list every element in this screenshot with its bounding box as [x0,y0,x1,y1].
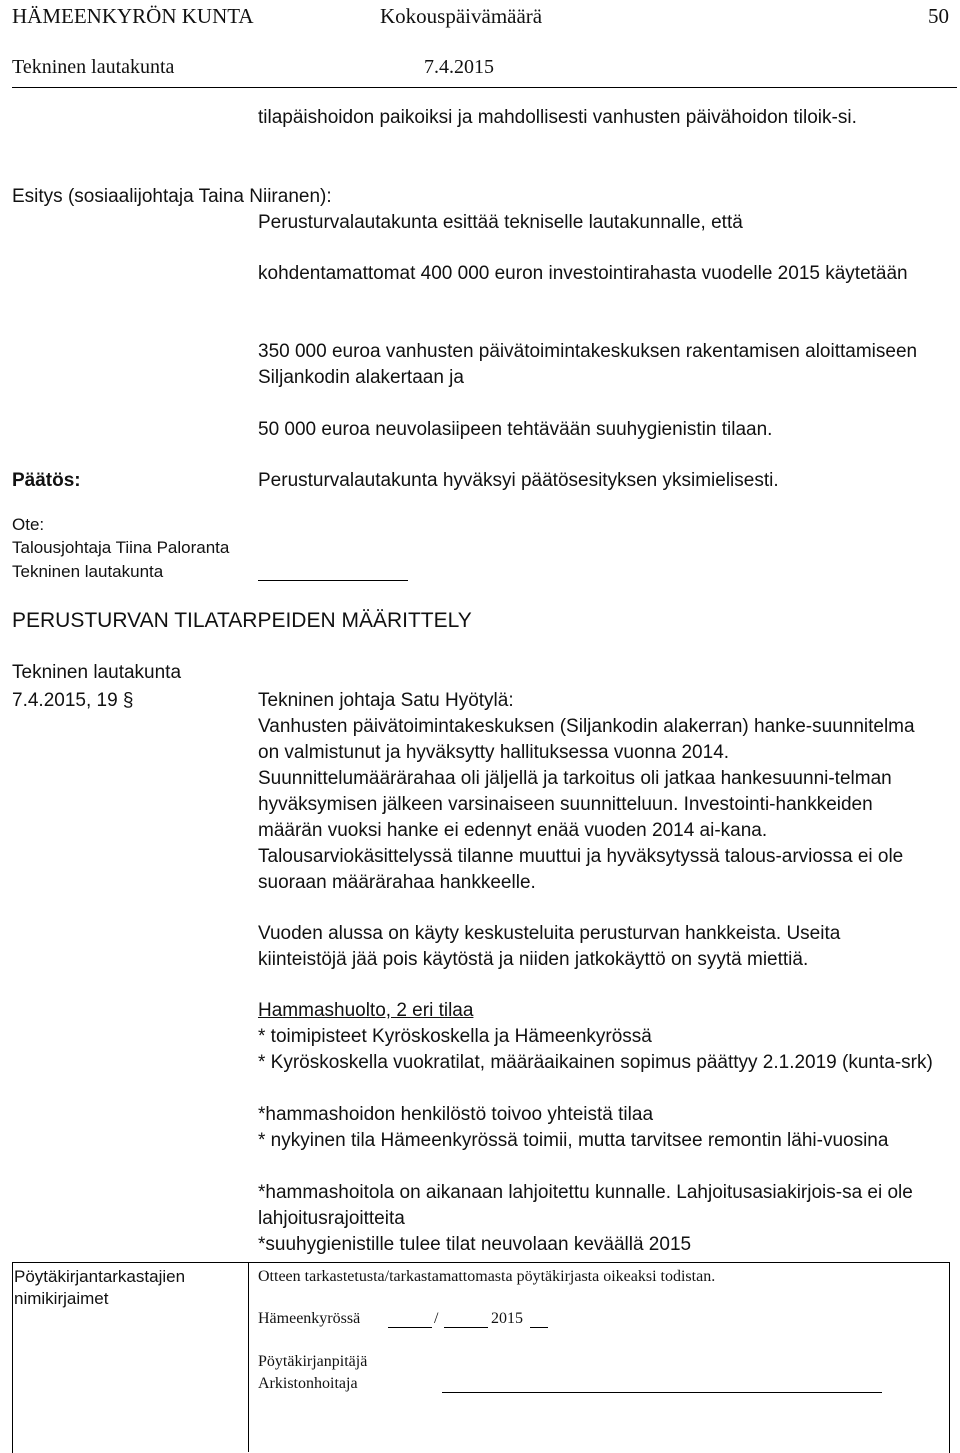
paragraph-2: Vuoden alussa on käyty keskusteluita perusturvan hankkeista. Useita kiinteistöjä jää pois käytöstä ja niiden jatkokäyttö on syytä miettiä. [258,923,841,970]
ote-recipient-2: Tekninen lautakunta [12,562,164,581]
proposal-paragraph-3: 50 000 euroa neuvolasiipeen tehtävään suuhygienistin tilaan. [258,419,773,440]
list-item: *hammashoidon henkilöstö toivoo yhteistä tilaa [258,1104,654,1125]
list-item: * Kyröskoskella vuokratilat, määräaikainen sopimus päättyy 2.1.2019 (kunta-srk) [258,1052,933,1073]
proposal-heading: Esitys (sosiaalijohtaja Taina Niiranen): [12,186,332,207]
section-reference: 7.4.2015, 19 § [12,690,134,711]
document-type: Kokouspäivämäärä [380,4,543,28]
footer-initials-label [14,1266,234,1310]
list-item: * toimipisteet Kyröskoskella ja Hämeenkyrössä [258,1026,652,1047]
dental-subheading: Hammashuolto, 2 eri tilaa [258,1000,474,1021]
year-line [530,1327,548,1328]
header-date: 7.4.2015 [424,56,494,78]
secretary-label: Pöytäkirjanpitäjä [258,1353,368,1370]
decision-text: Perusturvalautakunta hyväksyi päätösesityksen yksimielisesti. [258,470,779,491]
place-label: Hämeenkyrössä [258,1310,361,1327]
decision-label: Päätös: [12,470,81,491]
date-slash: / [434,1310,439,1327]
ote-underline [258,580,408,581]
day-line [388,1327,432,1328]
proposal-intro: Perusturvalautakunta esittää tekniselle lautakunnalle, että [258,212,743,233]
presenter: Tekninen johtaja Satu Hyötylä: [258,690,514,711]
section-committee: Tekninen lautakunta [12,662,182,683]
paragraph-1: Vanhusten päivätoimintakeskuksen (Siljankodin alakerran) hanke-suunnitelma on valmistunut ja hyväksytty hallituksessa vuonna 2014. Suunnittelumäärärahaa oli jäljellä ja tarkoitus oli jatkaa hankesuunni-telman hyväksymisen jälkeen varsinaiseen suunnitteluun. Investointi-hankkeiden määrän vuoksi hanke ei edennyt enää vuoden 2014 ai-kana. Talousarviokäsittelyssä tilanne muuttui ja hyväksytyssä talous-arviossa ei ole suoraan määrärahaa hankkeelle. [258,716,915,893]
section-title: PERUSTURVAN TILATARPEIDEN MÄÄRITTELY [12,609,472,632]
ote-label: Ote: [12,515,45,534]
footer-initials-text: Pöytäkirjantarkastajien nimikirjaimet [14,1267,186,1308]
page-number: 50 [928,4,949,28]
header-committee: Tekninen lautakunta [12,56,175,78]
list-item: *hammashoitola on aikanaan lahjoitettu kunnalle. Lahjoitusasiakirjois-sa ei ole lahjoitusrajoitteita [258,1182,913,1229]
municipality-name: HÄMEENKYRÖN KUNTA [12,4,254,28]
proposal-paragraph-2: 350 000 euroa vanhusten päivätoimintakeskuksen rakentamisen aloittamiseen Siljankodin alakertaan ja [258,341,918,388]
certify-text: Otteen tarkastetusta/tarkastamattomasta pöytäkirjasta oikeaksi todistan. [258,1268,716,1285]
signature-line [442,1392,882,1393]
continuation-text: tilapäishoidon paikoiksi ja mahdollisesti vanhusten päivähoidon tiloik-si. [258,107,857,128]
proposal-paragraph-1: kohdentamattomat 400 000 euron investointirahasta vuodelle 2015 käytetään [258,263,908,284]
header-rule [12,87,957,88]
footer-divider [248,1262,249,1452]
year-label: 2015 [491,1310,523,1327]
archivist-label: Arkistonhoitaja [258,1375,358,1392]
month-line [444,1327,488,1328]
list-item: * nykyinen tila Hämeenkyrössä toimii, mutta tarvitsee remontin lähi-vuosina [258,1130,889,1151]
list-item: *suuhygienistille tulee tilat neuvolaan keväällä 2015 [258,1234,692,1255]
ote-recipient-1: Talousjohtaja Tiina Paloranta [12,538,230,557]
